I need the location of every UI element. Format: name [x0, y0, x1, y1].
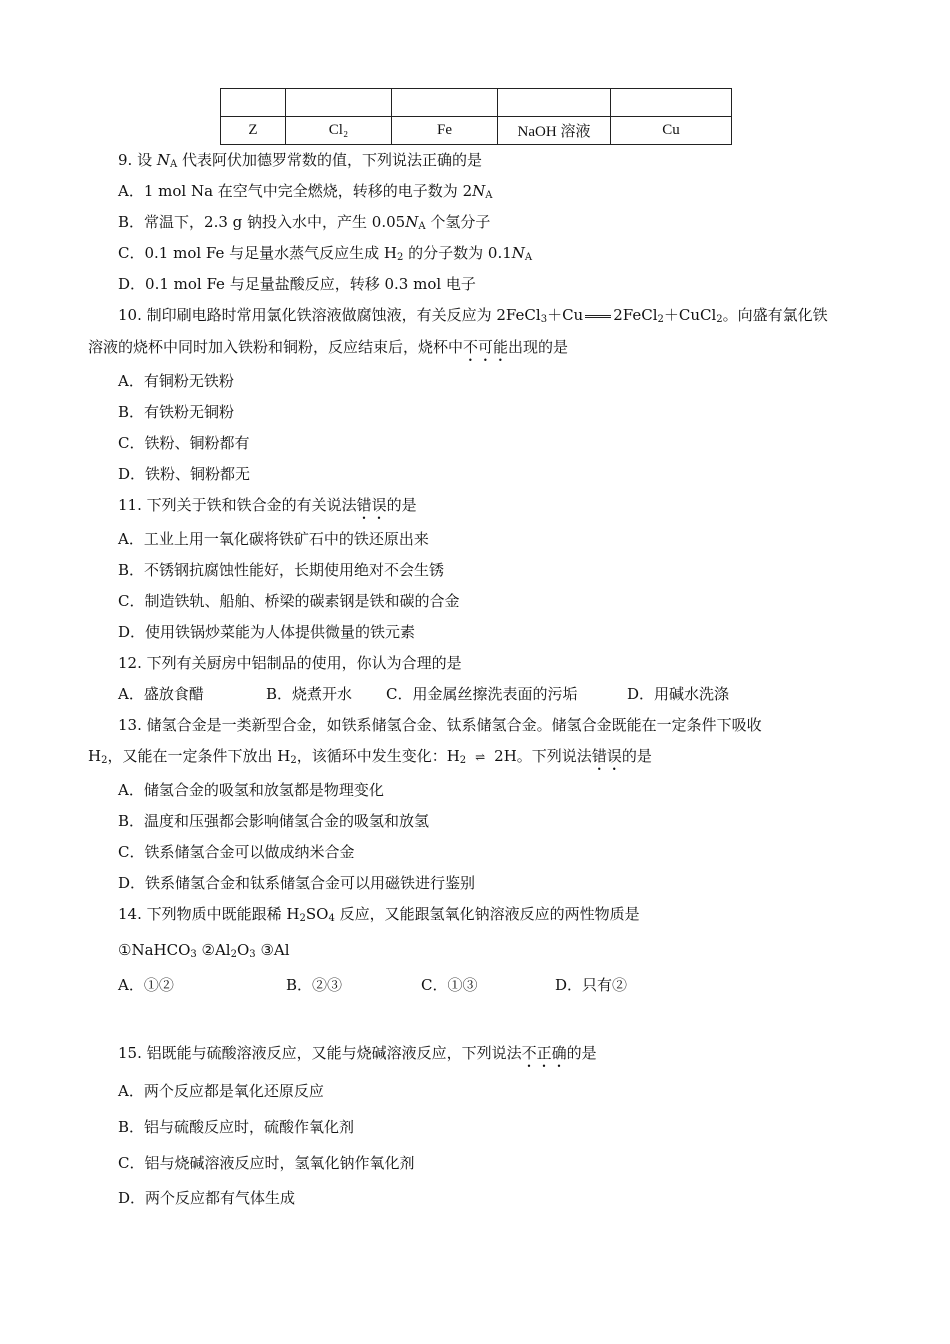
reversible-arrow-icon: ⇌ [475, 750, 486, 764]
q14-items: ①NaHCO$_3$ $②Al_2O_3$ ③Al [118, 941, 290, 960]
q9-option-b: B．常温下，2.3 g 钠投入水中，产生 $0.05N_A$ 个氢分子 [118, 213, 491, 232]
q10-option-a: A．有铜粉无铁粉 [118, 372, 234, 390]
q15-option-c: C．铝与烧碱溶液反应时，氢氧化钠作氧化剂 [118, 1154, 415, 1172]
table-row [221, 89, 732, 117]
q11-option-b: B．不锈钢抗腐蚀性能好，长期使用绝对不会生锈 [118, 561, 445, 579]
q10-option-d: D．铁粉、铜粉都无 [118, 465, 251, 483]
q12-option-c: C．用金属丝擦洗表面的污垢 [386, 685, 578, 703]
table-cell [498, 89, 611, 117]
q11-stem: 11. 下列关于铁和铁合金的有关说法错误的是 [118, 496, 417, 514]
q12-stem: 12. 下列有关厨房中铝制品的使用，你认为合理的是 [118, 654, 462, 672]
q15-stem: 15. 铝既能与硫酸溶液反应，又能与烧碱溶液反应，下列说法不正确的是 [118, 1044, 597, 1062]
reagent-table [220, 88, 732, 145]
table-cell: Cl₂ [286, 117, 392, 145]
q9-option-a: A．1 mol Na 在空气中完全燃烧，转移的电子数为 $2N_A$ [118, 182, 493, 201]
q13-option-d: D．铁系储氢合金和钛系储氢合金可以用磁铁进行鉴别 [118, 874, 476, 892]
q13-stem-line2: $H_2$，又能在一定条件下放出 $H_2$，该循环中发生变化：$H_2$ ⇌ 2H。下列说法错误的是 [88, 747, 652, 766]
q14-option-d: D．只有② [555, 976, 628, 994]
q12-option-b: B．烧煮开水 [266, 685, 353, 703]
q15-option-b: B．铝与硫酸反应时，硫酸作氧化剂 [118, 1118, 355, 1136]
q14-option-a: A．①② [118, 976, 174, 994]
q10-option-c: C．铁粉、铜粉都有 [118, 434, 250, 452]
table-cell: NaOH 溶液 [498, 117, 611, 145]
q12-option-a: A．盛放食醋 [118, 685, 204, 703]
table-cell: Cu [611, 117, 732, 145]
q14-option-b: B．②③ [286, 976, 343, 994]
q9-stem: 9. 设 $N_A$ 代表阿伏加德罗常数的值，下列说法正确的是 [118, 151, 482, 170]
q14-stem: 14. 下列物质中既能跟稀 $H_2SO_4$ 反应，又能跟氢氧化钠溶液反应的两性物质是 [118, 905, 640, 924]
q14-option-c: C．①③ [421, 976, 478, 994]
q11-option-c: C．制造铁轨、船舶、桥梁的碳素钢是铁和碳的合金 [118, 592, 460, 610]
q13-stem-line1: 13. 储氢合金是一类新型合金，如铁系储氢合金、钛系储氢合金。储氢合金既能在一定条件下吸收 [118, 716, 762, 734]
q13-option-b: B．温度和压强都会影响储氢合金的吸氢和放氢 [118, 812, 430, 830]
q9-option-d: D．0.1 mol Fe 与足量盐酸反应，转移 0.3 mol 电子 [118, 275, 476, 293]
equals-sign-icon [585, 315, 611, 318]
q12-option-d: D．用碱水洗涤 [627, 685, 730, 703]
table-cell [392, 89, 498, 117]
q10-stem-line1: 10. 制印刷电路时常用氯化铁溶液做腐蚀液，有关反应为 2FeCl$_3$＋Cu 2FeCl$_2$＋CuCl$_2$。向盛有氯化铁 [118, 306, 828, 325]
table-cell [221, 89, 286, 117]
q11-option-a: A．工业上用一氧化碳将铁矿石中的铁还原出来 [118, 530, 429, 548]
table-cell: Fe [392, 117, 498, 145]
q13-option-c: C．铁系储氢合金可以做成纳米合金 [118, 843, 355, 861]
q10-stem-line2: 溶液的烧杯中同时加入铁粉和铜粉，反应结束后，烧杯中不可能出现的是 [88, 338, 569, 356]
q13-option-a: A．储氢合金的吸氢和放氢都是物理变化 [118, 781, 384, 799]
q9-option-c: C．0.1 mol Fe 与足量水蒸气反应生成 $H_2$ 的分子数为 $0.1N_A$ [118, 244, 533, 263]
table-cell [611, 89, 732, 117]
table-cell [286, 89, 392, 117]
q11-option-d: D．使用铁锅炒菜能为人体提供微量的铁元素 [118, 623, 416, 641]
q10-option-b: B．有铁粉无铜粉 [118, 403, 235, 421]
q15-option-a: A．两个反应都是氧化还原反应 [118, 1082, 324, 1100]
table-cell-row-label: Z [221, 117, 286, 145]
q15-option-d: D．两个反应都有气体生成 [118, 1189, 296, 1207]
table-row [221, 117, 732, 145]
